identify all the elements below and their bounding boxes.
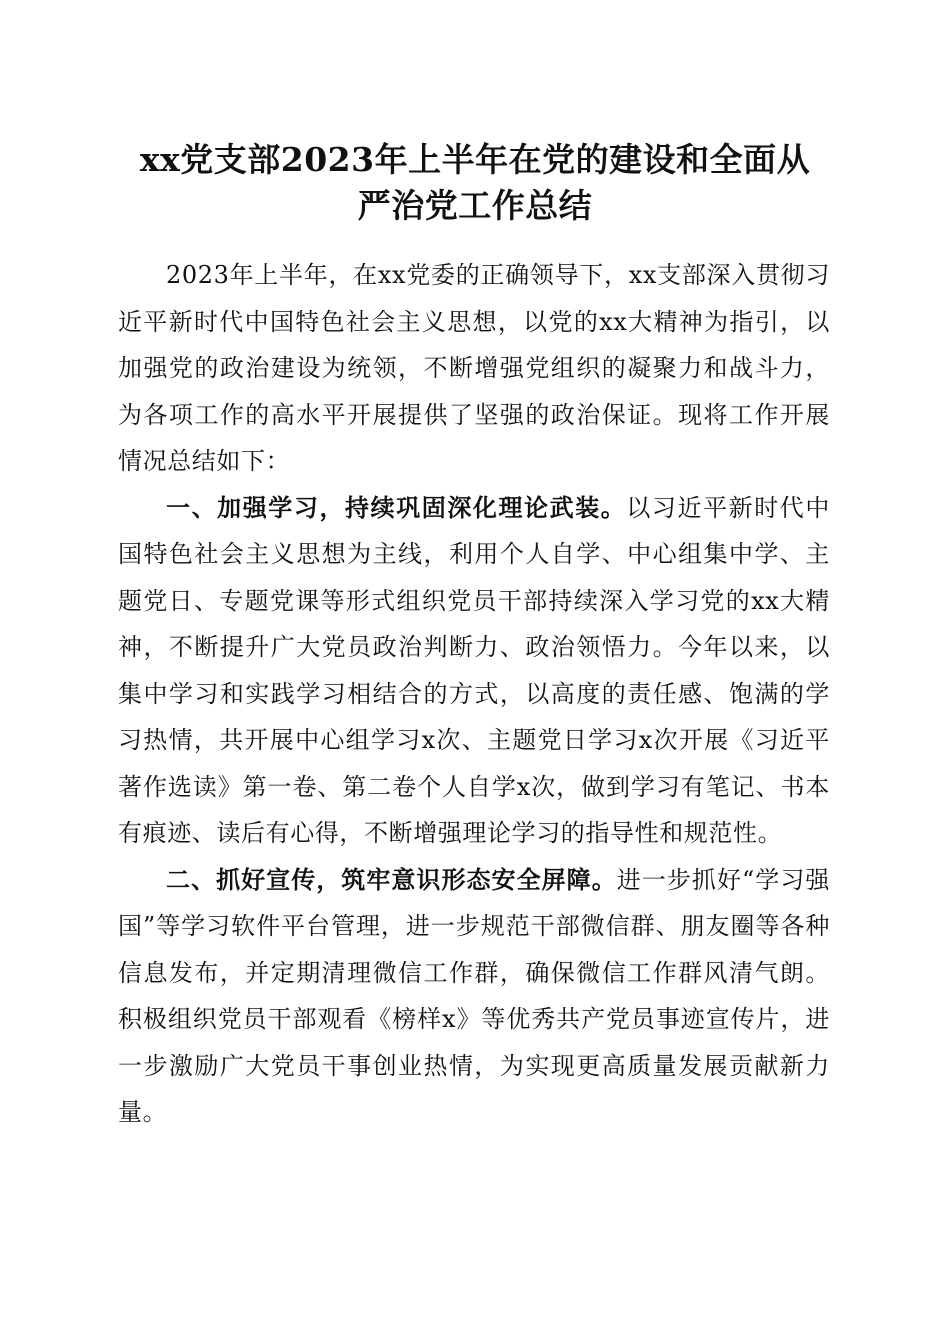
paragraph-section-2 (118, 857, 830, 1136)
document-title (60, 137, 890, 229)
paragraph-text: 进一步抓好“学习强国”等学习软件平台管理，进一步规范干部微信群、朋友圈等各种信息发布，并定期清理微信工作群，确保微信工作群风清气朗。积极组织党员干部观看《榜样x》等优秀共产党员事迹宣传片，进一步激励广大党员干事创业热情，为实现更高质量发展贡献新力量。 (118, 865, 830, 1126)
paragraph-text: 以习近平新时代中国特色社会主义思想为主线，利用个人自学、中心组集中学、主题党日、专题党课等形式组织党员干部持续深入学习党的xx大精神，不断提升广大党员政治判断力、政治领悟力。今年以来，以集中学习和实践学习相结合的方式，以高度的责任感、饱满的学习热情，共开展中心组学习x次、主题党日学习x次开展《习近平著作选读》第一卷、第二卷个人自学x次，做到学习有笔记、书本有痕迹、读后有心得，不断增强理论学习的指导性和规范性。 (118, 493, 830, 847)
paragraph-lead: 一、加强学习，持续巩固深化理论武装。 (166, 493, 627, 522)
title-line-1: xx党支部2023年上半年在党的建设和全面从 (139, 140, 811, 179)
paragraph-lead: 二、抓好宣传，筑牢意识形态安全屏障。 (166, 865, 617, 894)
paragraph-section-1 (118, 485, 830, 857)
document-body (118, 252, 830, 1136)
paragraph-intro (118, 252, 830, 485)
title-line-2: 严治党工作总结 (357, 186, 593, 225)
paragraph-text: 2023年上半年，在xx党委的正确领导下，xx支部深入贯彻习近平新时代中国特色社会主义思想，以党的xx大精神为指引，以加强党的政治建设为统领，不断增强党组织的凝聚力和战斗力，为各项工作的高水平开展提供了坚强的政治保证。现将工作开展情况总结如下： (118, 261, 830, 475)
